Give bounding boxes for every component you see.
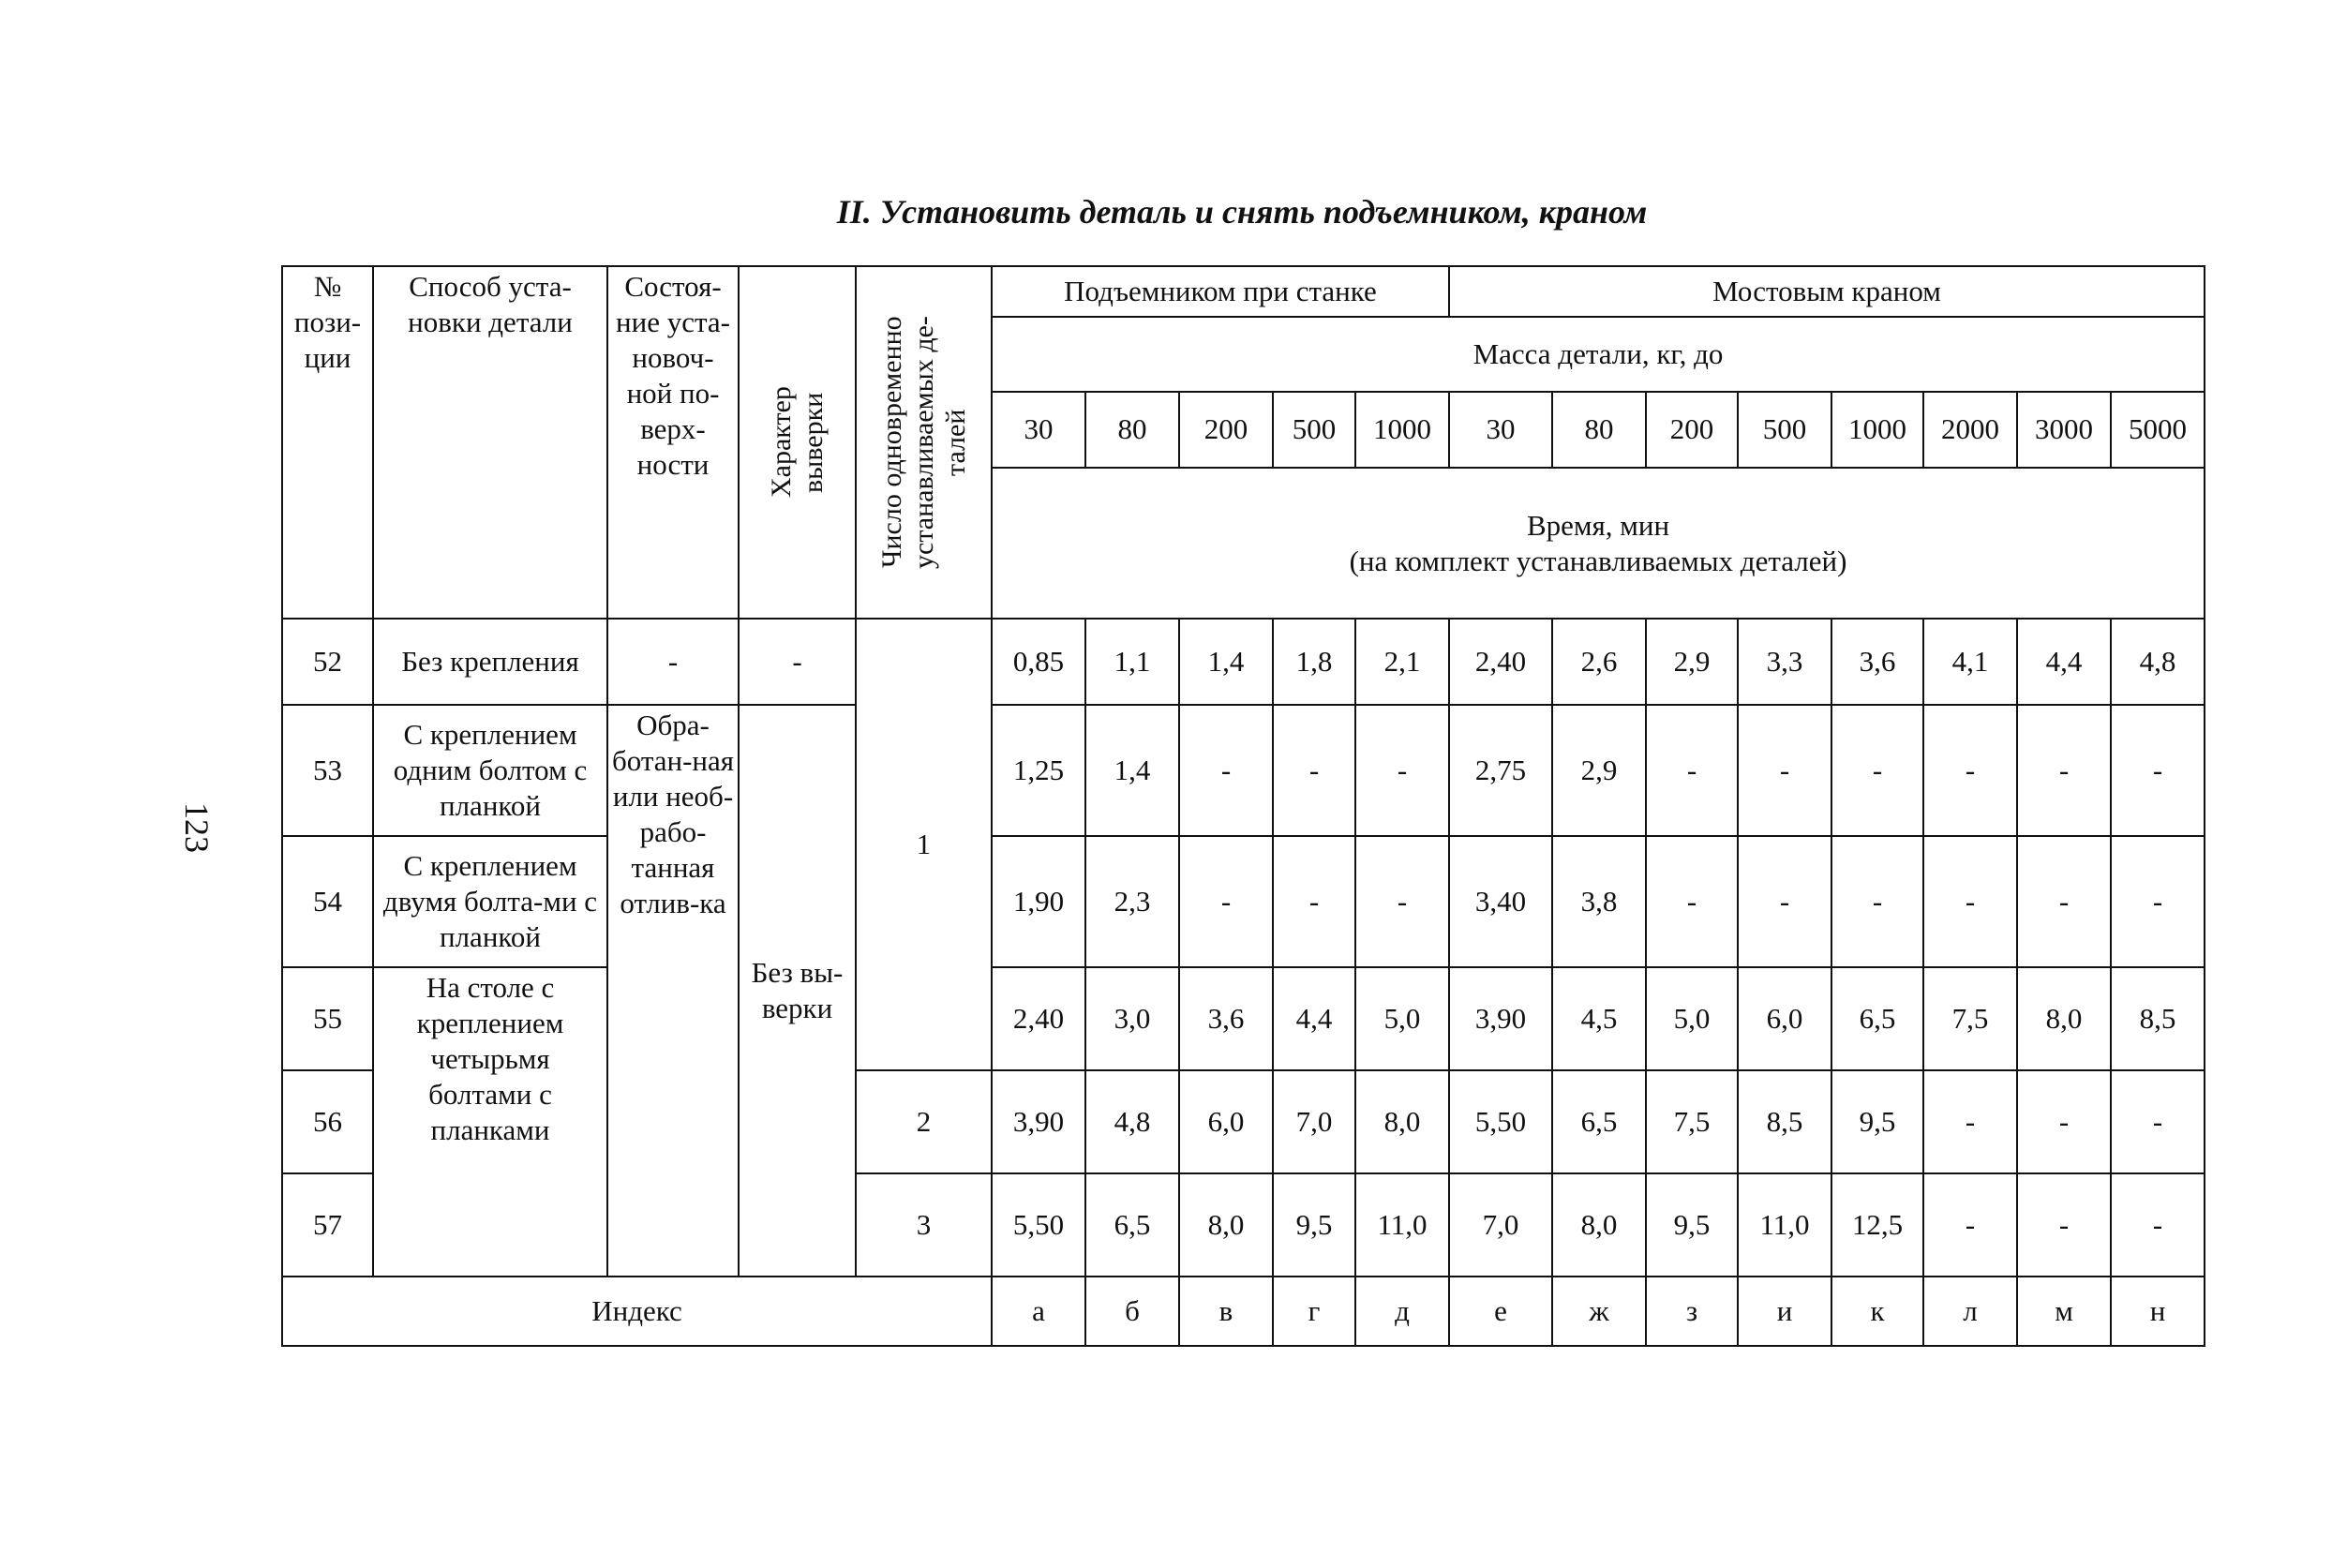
header-alignment: [739, 266, 856, 619]
time-value: -: [1923, 1173, 2017, 1277]
time-value: 8,0: [2017, 967, 2111, 1070]
time-value: 4,8: [1085, 1070, 1179, 1173]
index-letter: г: [1273, 1277, 1355, 1346]
time-value: -: [1738, 705, 1831, 836]
table-row: [282, 967, 2205, 1070]
time-value: -: [1923, 1070, 2017, 1173]
time-value: 2,3: [1085, 836, 1179, 967]
time-value: -: [1355, 705, 1449, 836]
time-value: 7,5: [1923, 967, 2017, 1070]
mass-value: 200: [1646, 392, 1738, 468]
mass-value: 500: [1738, 392, 1831, 468]
index-label: Индекс: [282, 1277, 992, 1346]
time-value: 12,5: [1831, 1173, 1923, 1277]
header-method: Способ уста-новки детали: [373, 266, 607, 619]
time-value: 3,3: [1738, 619, 1831, 705]
index-letter: д: [1355, 1277, 1449, 1346]
time-value: 8,5: [1738, 1070, 1831, 1173]
mass-value: 80: [1085, 392, 1179, 468]
time-value: 2,6: [1552, 619, 1646, 705]
position-number: 54: [282, 836, 373, 967]
header-time-line1: Время, мин: [1526, 508, 1670, 542]
time-value: 9,5: [1831, 1070, 1923, 1173]
index-letter: з: [1646, 1277, 1738, 1346]
page-number: 123: [178, 802, 216, 853]
time-value: -: [1646, 705, 1738, 836]
index-letter: е: [1449, 1277, 1552, 1346]
time-value: 6,5: [1085, 1173, 1179, 1277]
count-cell: 1: [856, 619, 992, 1070]
time-value: 5,0: [1646, 967, 1738, 1070]
table-row: [282, 836, 2205, 967]
time-value: -: [2111, 836, 2205, 967]
time-value: 9,5: [1646, 1173, 1738, 1277]
time-value: 11,0: [1355, 1173, 1449, 1277]
header-crane: Мостовым краном: [1449, 266, 2205, 317]
time-value: 1,4: [1179, 619, 1273, 705]
count-cell: 2: [856, 1070, 992, 1173]
alignment-merged-cell: Без вы-верки: [739, 705, 856, 1277]
time-value: 4,1: [1923, 619, 2017, 705]
time-value: 5,50: [992, 1173, 1085, 1277]
index-letter: н: [2111, 1277, 2205, 1346]
time-value: 4,8: [2111, 619, 2205, 705]
index-letter: к: [1831, 1277, 1923, 1346]
time-value: 1,8: [1273, 619, 1355, 705]
time-value: 2,9: [1552, 705, 1646, 836]
time-value: -: [1831, 836, 1923, 967]
time-value: 2,9: [1646, 619, 1738, 705]
time-value: 3,0: [1085, 967, 1179, 1070]
position-number: 56: [282, 1070, 373, 1173]
position-number: 53: [282, 705, 373, 836]
method-merged-cell: На столе с креплением четырьмя болтами с планками: [373, 967, 607, 1277]
time-value: -: [1923, 836, 2017, 967]
position-number: 57: [282, 1173, 373, 1277]
time-value: 4,4: [1273, 967, 1355, 1070]
time-value: -: [2017, 1070, 2111, 1173]
time-value: 5,0: [1355, 967, 1449, 1070]
header-position: № пози-ции: [282, 266, 373, 619]
time-value: 3,40: [1449, 836, 1552, 967]
time-value: 6,5: [1552, 1070, 1646, 1173]
table-title: II. Установить деталь и снять подъемником, краном: [836, 193, 1648, 231]
time-value: -: [2017, 705, 2111, 836]
time-value: 4,5: [1552, 967, 1646, 1070]
time-value: 3,90: [992, 1070, 1085, 1173]
time-value: -: [2017, 1173, 2111, 1277]
time-value: -: [1831, 705, 1923, 836]
time-value: 6,0: [1738, 967, 1831, 1070]
time-value: 5,50: [1449, 1070, 1552, 1173]
header-hoist: Подъемником при станке: [992, 266, 1449, 317]
time-value: -: [1355, 836, 1449, 967]
time-value: -: [1273, 705, 1355, 836]
mass-value: 2000: [1923, 392, 2017, 468]
mass-value: 1000: [1831, 392, 1923, 468]
time-value: 8,0: [1355, 1070, 1449, 1173]
index-letter: и: [1738, 1277, 1831, 1346]
time-value: 2,75: [1449, 705, 1552, 836]
count-cell: 3: [856, 1173, 992, 1277]
surface-cell: -: [607, 619, 739, 705]
time-value: -: [1273, 836, 1355, 967]
time-value: 11,0: [1738, 1173, 1831, 1277]
time-value: -: [2111, 1173, 2205, 1277]
time-value: 6,5: [1831, 967, 1923, 1070]
time-value: 2,1: [1355, 619, 1449, 705]
surface-merged-cell: Обра-ботан-ная или необ-рабо-танная отлив-ка: [607, 705, 739, 1277]
mass-value: 500: [1273, 392, 1355, 468]
method-cell: С креплением двумя болта-ми с планкой: [373, 836, 607, 967]
mass-value: 200: [1179, 392, 1273, 468]
header-mass: Масса детали, кг, до: [992, 317, 2205, 391]
method-cell: С креплением одним болтом с планкой: [373, 705, 607, 836]
time-value: 2,40: [992, 967, 1085, 1070]
header-time-line2: (на комплект устанавливаемых деталей): [1349, 544, 1847, 577]
time-value: -: [2017, 836, 2111, 967]
time-value: -: [1923, 705, 2017, 836]
time-value: 7,5: [1646, 1070, 1738, 1173]
time-value: 3,6: [1179, 967, 1273, 1070]
header-count: [856, 266, 992, 619]
position-number: 55: [282, 967, 373, 1070]
position-number: 52: [282, 619, 373, 705]
mass-value: 30: [1449, 392, 1552, 468]
table-row: [282, 705, 2205, 836]
time-value: 9,5: [1273, 1173, 1355, 1277]
time-value: 0,85: [992, 619, 1085, 705]
table-row: [282, 619, 2205, 705]
time-value: 1,1: [1085, 619, 1179, 705]
time-value: 2,40: [1449, 619, 1552, 705]
index-letter: а: [992, 1277, 1085, 1346]
index-letter: м: [2017, 1277, 2111, 1346]
time-value: 3,8: [1552, 836, 1646, 967]
time-value: 4,4: [2017, 619, 2111, 705]
time-value: 1,90: [992, 836, 1085, 967]
time-value: -: [2111, 705, 2205, 836]
index-row: [282, 1277, 2205, 1346]
time-value: 3,6: [1831, 619, 1923, 705]
mass-value: 1000: [1355, 392, 1449, 468]
time-value: -: [1179, 836, 1273, 967]
time-value: 8,0: [1179, 1173, 1273, 1277]
time-value: 8,0: [1552, 1173, 1646, 1277]
norms-table: [281, 265, 2205, 1347]
index-letter: б: [1085, 1277, 1179, 1346]
alignment-cell: -: [739, 619, 856, 705]
time-value: -: [1646, 836, 1738, 967]
time-value: -: [1179, 705, 1273, 836]
time-value: 1,25: [992, 705, 1085, 836]
time-value: -: [2111, 1070, 2205, 1173]
mass-value: 80: [1552, 392, 1646, 468]
time-value: 1,4: [1085, 705, 1179, 836]
header-count-text: Число одновременно устанавливаемых де-талей: [875, 316, 971, 569]
index-letter: в: [1179, 1277, 1273, 1346]
method-cell: Без крепления: [373, 619, 607, 705]
time-value: -: [1738, 836, 1831, 967]
time-value: 8,5: [2111, 967, 2205, 1070]
header-time: [992, 468, 2205, 619]
mass-value: 3000: [2017, 392, 2111, 468]
time-value: 7,0: [1273, 1070, 1355, 1173]
header-alignment-text: Характер выверки: [765, 386, 829, 499]
time-value: 7,0: [1449, 1173, 1552, 1277]
index-letter: ж: [1552, 1277, 1646, 1346]
header-surface: Состоя-ние уста-новоч-ной по-верх-ности: [607, 266, 739, 619]
mass-value: 5000: [2111, 392, 2205, 468]
index-letter: л: [1923, 1277, 2017, 1346]
time-value: 3,90: [1449, 967, 1552, 1070]
mass-value: 30: [992, 392, 1085, 468]
time-value: 6,0: [1179, 1070, 1273, 1173]
